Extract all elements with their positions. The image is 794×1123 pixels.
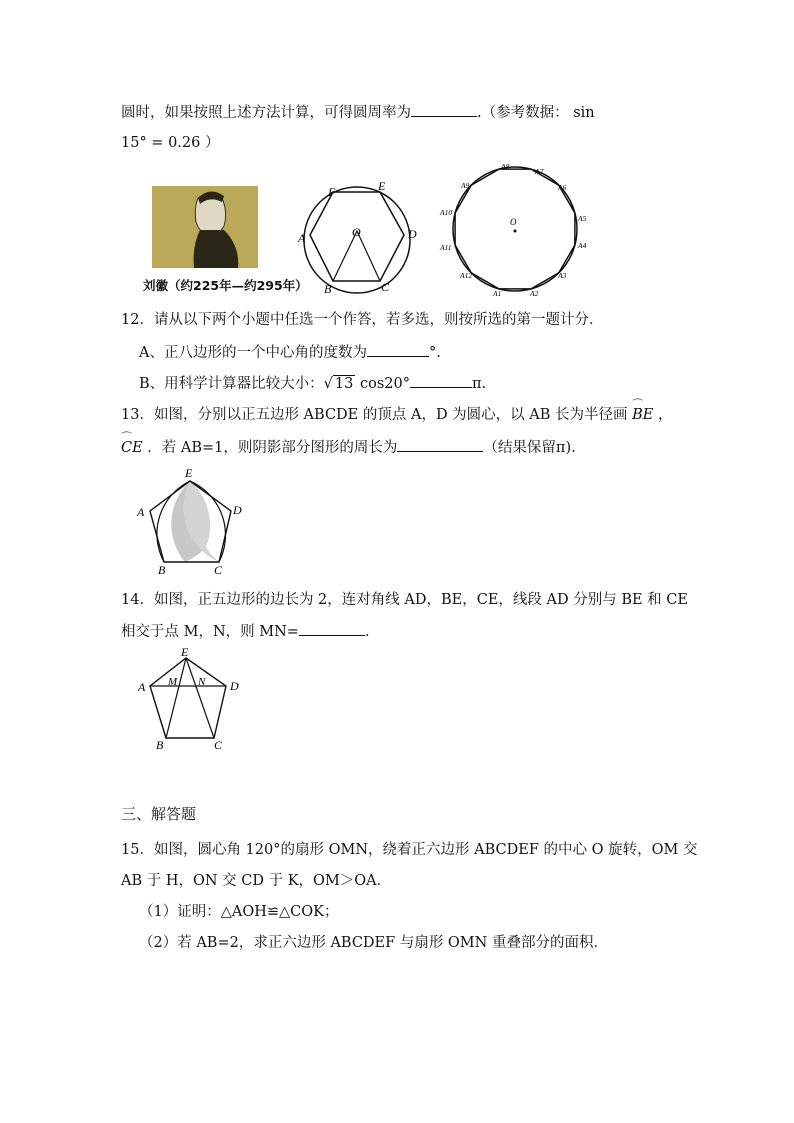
label-a7: A7 [535,167,544,176]
label-a3: A3 [558,271,567,280]
label-a5: A5 [578,214,587,223]
q12-option-a [139,342,441,363]
label-c14: C [214,738,223,752]
q11-text: 圆时，如果按照上述方法计算，可得圆周率为 [121,105,411,121]
q11-text-after: .（参考数据： sin [477,105,595,121]
label-e13: E [185,466,193,480]
portrait-sketch-icon [152,186,258,268]
label-m14: M [168,676,178,688]
q14-text2: 相交于点 M，N，则 MN= [121,624,299,640]
label-o: O [352,225,361,239]
q12-stem: 12．请从以下两个小题中任选一个作答，若多选，则按所选的第一题计分． [121,312,604,328]
q14-line1: 14．如图，正五边形的边长为 2，连对角线 AD，BE，CE，线段 AD 分别与 BE 和 CE [121,592,688,608]
liu-hui-portrait [152,186,258,268]
q15-part1: （1）证明：△AOH≌△COK； [139,904,339,920]
label-d13: D [233,503,242,517]
arc-ce: ⌒ CE [121,438,143,458]
label-e14: E [181,645,189,659]
label-b14: B [156,738,164,752]
pentagon-shape-14 [150,658,226,738]
label-n14: N [198,676,206,688]
q14-after: ． [364,624,380,640]
dodecagon-shape [455,169,575,289]
label-e: E [378,179,386,193]
diagonal-ce [186,658,214,738]
q12-a-text: A、正八边形的一个中心角的度数为 [139,345,367,361]
label-a12: A12 [460,271,473,280]
q12-a-after: °. [428,345,441,361]
q13-text2: ．若 AB=1，则阴影部分图形的周长为 [147,440,398,456]
photo-caption: 刘徽（约225年—约295年） [143,278,308,293]
sqrt-value: 13 [334,376,354,392]
label-a: A [298,231,306,245]
q15-line2: AB 于 H，ON 交 CD 于 K，OM＞OA． [121,873,392,889]
q11-line2: 15° = 0.26 ） [121,135,220,151]
label-a9: A9 [461,181,470,190]
q14-pentagon-diagram [134,646,254,756]
label-a10: A10 [440,208,453,217]
q13-pentagon-diagram [134,466,254,577]
label-a13: A [137,505,145,519]
answer-blank-13[interactable] [397,437,483,452]
q12-b-mid: cos20° [355,376,410,392]
hexagon-in-circle-diagram [290,176,440,306]
label-a8: A8 [501,162,510,171]
q15-line1: 15．如图，圆心角 120°的扇形 OMN，绕着正六边形 ABCDEF 的中心 O 旋转，OM 交 [121,842,698,858]
label-a6: A6 [558,183,567,192]
answer-blank-b[interactable] [410,373,472,388]
label-c13: C [214,563,223,577]
label-a2: A2 [530,289,539,298]
label-a11: A11 [440,243,452,252]
q13-line1 [121,405,673,425]
diagonal-be [166,658,186,738]
label-b: B [324,282,332,296]
q15-part2: （2）若 AB=2，求正六边形 ABCDEF 与扇形 OMN 重叠部分的面积． [139,935,608,951]
answer-blank[interactable] [411,102,477,117]
answer-blank-14[interactable] [299,621,365,636]
q12-b-text: B、用科学计算器比较大小： [139,376,324,392]
q13-line2 [121,437,576,458]
answer-blank-a[interactable] [367,342,429,357]
q13-text: 13．如图，分别以正五边形 ABCDE 的顶点 A，D 为圆心，以 AB 长为半径画 [121,407,628,423]
q13-after: （结果保留π). [483,440,576,456]
label-f: F [328,185,336,199]
arc-be: ⌒ BE [632,405,653,425]
dodecagon-in-circle-diagram [434,162,594,302]
label-d14: D [230,679,239,693]
label-o2: O [510,217,517,227]
label-a14: A [138,680,146,694]
center-dot [514,230,517,233]
q14-line2 [121,621,379,642]
q11-line1 [121,102,595,123]
sqrt-sign-icon: √ [323,376,333,392]
label-d: D [408,227,417,241]
label-b13: B [158,563,166,577]
circle-shape [304,187,410,293]
q13-comma: ， [658,407,673,423]
q12-option-b [139,373,486,394]
section-heading: 三、解答题 [121,805,197,823]
q12-b-after: π. [471,376,487,392]
label-a1: A1 [493,289,502,298]
label-c: C [381,280,390,294]
label-a4: A4 [578,241,587,250]
